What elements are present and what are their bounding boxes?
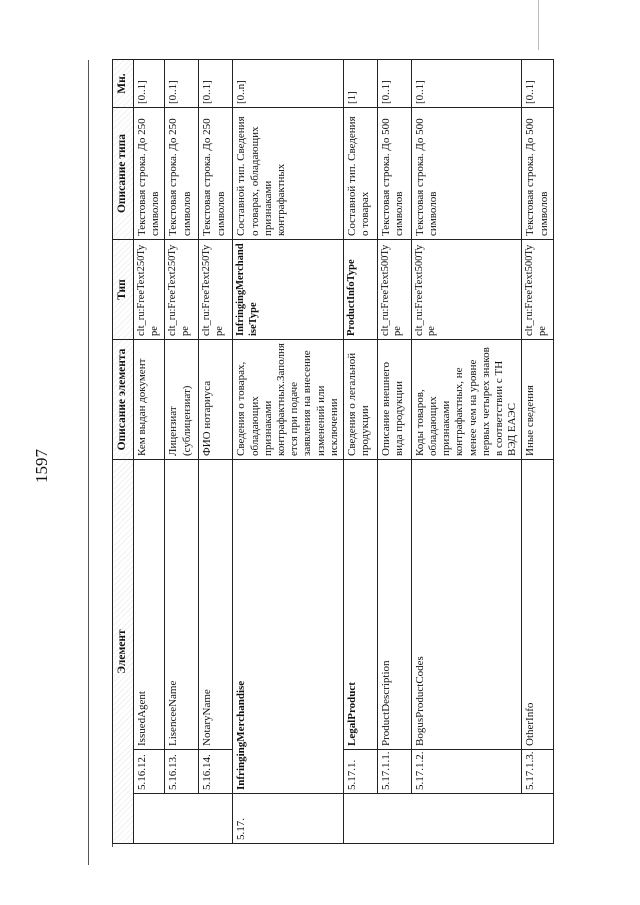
header-type-desc: Описание типа (113, 108, 134, 240)
element-name: LisenceeName (165, 460, 199, 750)
table-row (165, 60, 199, 844)
element-name: BogusProductCodes (411, 460, 522, 750)
element-type: ProductInfoType (343, 240, 377, 340)
table-row (233, 60, 344, 844)
element-description: Описание внешнего вида продукции (377, 340, 411, 460)
table-row (522, 60, 553, 844)
type-description: Текстовая строка. До 500 символов (377, 108, 411, 240)
row-number: 5.17. (233, 794, 344, 844)
header-type: Тип (113, 240, 134, 340)
element-description: Сведения о легальной продукции (343, 340, 377, 460)
table-row (134, 60, 165, 844)
element-type: InfringingMerchandiseType (233, 240, 344, 340)
element-type: clt_ru:FreeText250Type (165, 240, 199, 340)
element-type: clt_ru:FreeText250Type (199, 240, 233, 340)
element-name: InfringingMerchandise (233, 460, 344, 794)
element-description: Кем выдан документ (134, 340, 165, 460)
page-number: 1597 (32, 449, 51, 483)
multiplicity: [0..1] (411, 60, 522, 108)
type-description: Составной тип. Сведения о товарах, обладающих признаками контрафактных (233, 108, 344, 240)
type-description: Текстовая строка. До 500 символов (522, 108, 553, 240)
element-type: clt_ru:FreeText250Type (134, 240, 165, 340)
element-type: clt_ru:FreeText500Type (377, 240, 411, 340)
rotated-table-container (112, 60, 550, 844)
multiplicity: [0..1] (377, 60, 411, 108)
multiplicity: [0..1] (522, 60, 553, 108)
scan-edge-line (538, 0, 539, 50)
elements-table (112, 59, 554, 844)
multiplicity: [0..1] (199, 60, 233, 108)
multiplicity: [0..1] (134, 60, 165, 108)
element-name: OtherInfo (522, 460, 553, 750)
multiplicity: [0..n] (233, 60, 344, 108)
table-header-row (113, 60, 134, 844)
table-row (377, 60, 411, 844)
element-description: ФИО нотариуса (199, 340, 233, 460)
scan-edge-line (88, 60, 89, 865)
multiplicity: [1] (343, 60, 377, 108)
element-name: ProductDescription (377, 460, 411, 750)
element-description: Сведения о товарах, обладающих признаками контрафактных.Заполняется при подаче заявления на внесение изменений или исключении (233, 340, 344, 460)
header-element: Элемент (113, 460, 134, 844)
table-row (343, 60, 377, 844)
header-element-desc: Описание элемента (113, 340, 134, 460)
header-mult: Мн. (113, 60, 134, 108)
element-name: IssuedAgent (134, 460, 165, 750)
element-name: LegalProduct (343, 460, 377, 750)
element-type: clt_ru:FreeText500Type (522, 240, 553, 340)
type-description: Текстовая строка. До 250 символов (165, 108, 199, 240)
element-description: Лицензиат (сублицензиат) (165, 340, 199, 460)
type-description: Текстовая строка. До 250 символов (134, 108, 165, 240)
row-number: 5.17.1. (343, 750, 377, 794)
row-number: 5.17.1.2. (411, 750, 522, 794)
multiplicity: [0..1] (165, 60, 199, 108)
table-row (199, 60, 233, 844)
row-number: 5.17.1.1. (377, 750, 411, 794)
element-description: Иные сведения (522, 340, 553, 460)
row-number: 5.16.14. (199, 750, 233, 794)
type-description: Составной тип. Сведения о товарах (343, 108, 377, 240)
element-type: clt_ru:FreeText500Type (411, 240, 522, 340)
type-description: Текстовая строка. До 250 символов (199, 108, 233, 240)
row-number: 5.16.13. (165, 750, 199, 794)
element-name: NotaryName (199, 460, 233, 750)
row-number: 5.17.1.3. (522, 750, 553, 794)
type-description: Текстовая строка. До 500 символов (411, 108, 522, 240)
element-description: Коды товаров, обладающих признаками контрафактных, не менее чем на уровне первых четырех знаков в соответствии с ТН ВЭД ЕАЭС (411, 340, 522, 460)
row-number: 5.16.12. (134, 750, 165, 794)
table-row (411, 60, 522, 844)
